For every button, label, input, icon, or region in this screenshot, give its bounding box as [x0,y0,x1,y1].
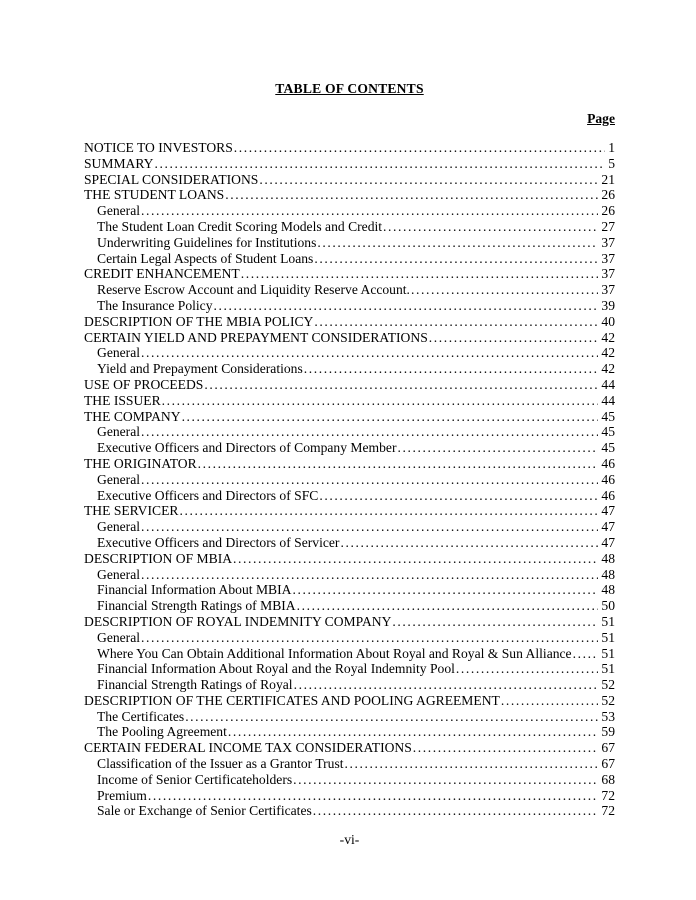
toc-entry-label: Executive Officers and Directors of Company Member [97,440,397,456]
toc-entry-label: General [97,519,141,535]
toc-entry-row [84,282,615,298]
toc-entry-page: 44 [601,376,615,392]
toc-entry-row [84,424,615,440]
toc-entry-page: 48 [601,566,615,582]
dot-leader [297,598,599,614]
dot-leader [228,724,599,740]
toc-entry-label: General [97,566,141,582]
dot-leader [501,693,599,709]
toc-entry-row [84,535,615,551]
toc-entry-page: 37 [601,266,615,282]
toc-entry-label: Reserve Escrow Account and Liquidity Reserve Account. [97,282,410,298]
toc-entry-row [84,172,615,188]
toc-entry-label: The Student Loan Credit Scoring Models and Credit [97,218,383,234]
toc-entry-label: Classification of the Issuer as a Grantor Trust [97,756,344,772]
toc-entry-row [84,314,615,330]
dot-leader [214,298,599,314]
toc-entry-page: 48 [601,582,615,598]
dot-leader [314,251,598,267]
toc-entry-page: 53 [601,708,615,724]
toc-entry-page: 5 [608,155,615,171]
toc-entry-row [84,661,615,677]
toc-entry-page: 46 [601,455,615,471]
toc-entry-row [84,803,615,819]
toc-entry-label: CERTAIN FEDERAL INCOME TAX CONSIDERATIONS [84,740,412,756]
toc-entry-row [84,298,615,314]
toc-entry-label: NOTICE TO INVESTORS [84,140,233,155]
dot-leader [397,440,598,456]
toc-entry-label: Premium [97,787,147,803]
dot-leader [141,424,598,440]
dot-leader [241,266,599,282]
toc-entry-label: DESCRIPTION OF THE MBIA POLICY [84,313,314,329]
dot-leader [317,235,598,251]
footer-page-number: -vi- [339,832,360,847]
toc-entry-row [84,582,615,598]
toc-entry-label: CREDIT ENHANCEMENT [84,266,240,282]
toc-entry-row [84,724,615,740]
dot-leader [383,219,598,235]
dot-leader [141,203,598,219]
dot-leader [314,314,598,330]
dot-leader [292,582,598,598]
toc-entry-page: 46 [601,487,615,503]
dot-leader [141,472,598,488]
toc-entry-row [84,598,615,614]
toc-entry-row [84,677,615,693]
dot-leader [413,740,599,756]
toc-entry-row [84,219,615,235]
toc-entry-page: 59 [601,724,615,740]
dot-leader [304,361,599,377]
toc-entry-page: 72 [601,803,615,819]
toc-entry-label: Sale or Exchange of Senior Certificates [97,803,312,819]
toc-entry-label: SPECIAL CONSIDERATIONS [84,171,259,187]
dot-leader [294,677,599,693]
toc-entry-label: General [97,345,141,361]
toc-entry-row [84,266,615,282]
toc-entry-page: 42 [601,329,615,345]
toc-entry-row [84,740,615,756]
toc-entry-label: Financial Information About Royal and the Royal Indemnity Pool [97,661,455,677]
dot-leader [141,630,598,646]
toc-entry-label: THE SERVICER [84,503,179,519]
dot-leader [340,535,598,551]
dot-leader [141,519,598,535]
toc-entry-label: General [97,424,141,440]
dot-leader [259,172,598,188]
toc-entry-label: The Pooling Agreement [97,724,227,740]
toc-entry-row [84,251,615,267]
toc-entry-page: 39 [601,297,615,313]
toc-entry-row [84,630,615,646]
toc-entry-label: DESCRIPTION OF THE CERTIFICATES AND POOLING AGREEMENT [84,692,500,708]
toc-entry-row [84,614,615,630]
toc-entry-label: Income of Senior Certificateholders [97,771,293,787]
toc-list [84,140,615,819]
toc-entry-label: General [97,471,141,487]
toc-entry-label: USE OF PROCEEDS [84,376,204,392]
toc-entry-row [84,772,615,788]
dot-leader [313,803,599,819]
toc-entry-row [84,361,615,377]
toc-entry-page: 37 [601,250,615,266]
toc-entry-row [84,156,615,172]
toc-entry-page: 46 [601,471,615,487]
toc-entry-row [84,345,615,361]
dot-leader [225,187,598,203]
toc-entry-label: SUMMARY [84,155,154,171]
toc-entry-label: CERTAIN YIELD AND PREPAYMENT CONSIDERATIONS [84,329,428,345]
toc-entry-row [84,567,615,583]
toc-entry-label: The Insurance Policy [97,297,213,313]
dot-leader [392,614,598,630]
toc-entry-page: 67 [601,756,615,772]
toc-entry-page: 52 [601,692,615,708]
dot-leader [234,140,605,156]
toc-entry-row [84,330,615,346]
toc-entry-label: Where You Can Obtain Additional Information About Royal and Royal & Sun Alliance [97,645,572,661]
toc-entry-label: DESCRIPTION OF ROYAL INDEMNITY COMPANY [84,613,392,629]
dot-leader [573,646,599,662]
toc-entry-label: DESCRIPTION OF MBIA [84,550,233,566]
toc-entry-page: 26 [601,187,615,203]
toc-entry-page: 37 [601,282,615,298]
toc-entry-page: 68 [601,771,615,787]
toc-entry-row [84,488,615,504]
toc-entry-page: 47 [601,503,615,519]
toc-entry-row [84,409,615,425]
toc-entry-row [84,503,615,519]
toc-entry-label: THE ORIGINATOR [84,455,197,471]
toc-entry-page: 48 [601,550,615,566]
toc-entry-page: 52 [601,677,615,693]
dot-leader [141,345,598,361]
toc-entry-row [84,693,615,709]
dot-leader [456,661,598,677]
toc-entry-row [84,519,615,535]
toc-entry-label: Executive Officers and Directors of SFC [97,487,319,503]
toc-entry-page: 51 [601,661,615,677]
dot-leader [345,756,599,772]
dot-leader [155,156,606,172]
toc-entry-row [84,140,615,156]
dot-leader [148,788,599,804]
toc-entry-label: Financial Information About MBIA [97,582,292,598]
toc-entry-label: Certain Legal Aspects of Student Loans [97,250,314,266]
toc-entry-label: Financial Strength Ratings of MBIA [97,598,296,614]
toc-entry-page: 51 [601,613,615,629]
toc-entry-page: 26 [601,203,615,219]
toc-entry-row [84,187,615,203]
dot-leader [182,409,599,425]
page-title: TABLE OF CONTENTS [275,81,424,96]
dot-leader [319,488,598,504]
toc-entry-page: 45 [601,408,615,424]
toc-entry-row [84,235,615,251]
toc-entry-row [84,456,615,472]
toc-entry-page: 47 [601,534,615,550]
toc-entry-row [84,393,615,409]
toc-entry-page: 40 [601,313,615,329]
toc-entry-row [84,646,615,662]
toc-entry-row [84,377,615,393]
dot-leader [185,709,598,725]
toc-entry-page: 51 [601,645,615,661]
toc-entry-page: 21 [601,171,615,187]
dot-leader [204,377,598,393]
toc-entry-row [84,756,615,772]
toc-entry-label: THE STUDENT LOANS [84,187,225,203]
toc-entry-label: Executive Officers and Directors of Servicer [97,534,340,550]
dot-leader [141,567,598,583]
toc-entry-row [84,709,615,725]
toc-entry-page: 47 [601,519,615,535]
toc-entry-label: Financial Strength Ratings of Royal [97,677,293,693]
toc-entry-row [84,472,615,488]
toc-entry-label: Yield and Prepayment Considerations [97,361,303,377]
dot-leader [198,456,599,472]
toc-entry-page: 42 [601,345,615,361]
toc-entry-page: 72 [601,787,615,803]
toc-entry-page: 27 [601,218,615,234]
toc-entry-label: The Certificates [97,708,185,724]
dot-leader [233,551,598,567]
toc-entry-page: 50 [601,598,615,614]
dot-leader [411,282,598,298]
toc-entry-row [84,788,615,804]
dot-leader [293,772,598,788]
toc-entry-row [84,551,615,567]
toc-entry-page: 45 [601,440,615,456]
toc-entry-label: General [97,203,141,219]
toc-entry-page: 67 [601,740,615,756]
toc-entry-page: 1 [608,140,615,155]
toc-entry-label: General [97,629,141,645]
toc-entry-label: Underwriting Guidelines for Institutions [97,234,317,250]
toc-entry-label: THE ISSUER [84,392,161,408]
dot-leader [179,503,598,519]
dot-leader [162,393,599,409]
toc-entry-page: 44 [601,392,615,408]
toc-entry-page: 51 [601,629,615,645]
toc-entry-label: THE COMPANY [84,408,181,424]
toc-entry-page: 37 [601,234,615,250]
toc-entry-page: 45 [601,424,615,440]
page-column-header: Page [587,111,615,126]
toc-entry-page: 42 [601,361,615,377]
dot-leader [429,330,599,346]
toc-entry-row [84,440,615,456]
toc-entry-row [84,203,615,219]
